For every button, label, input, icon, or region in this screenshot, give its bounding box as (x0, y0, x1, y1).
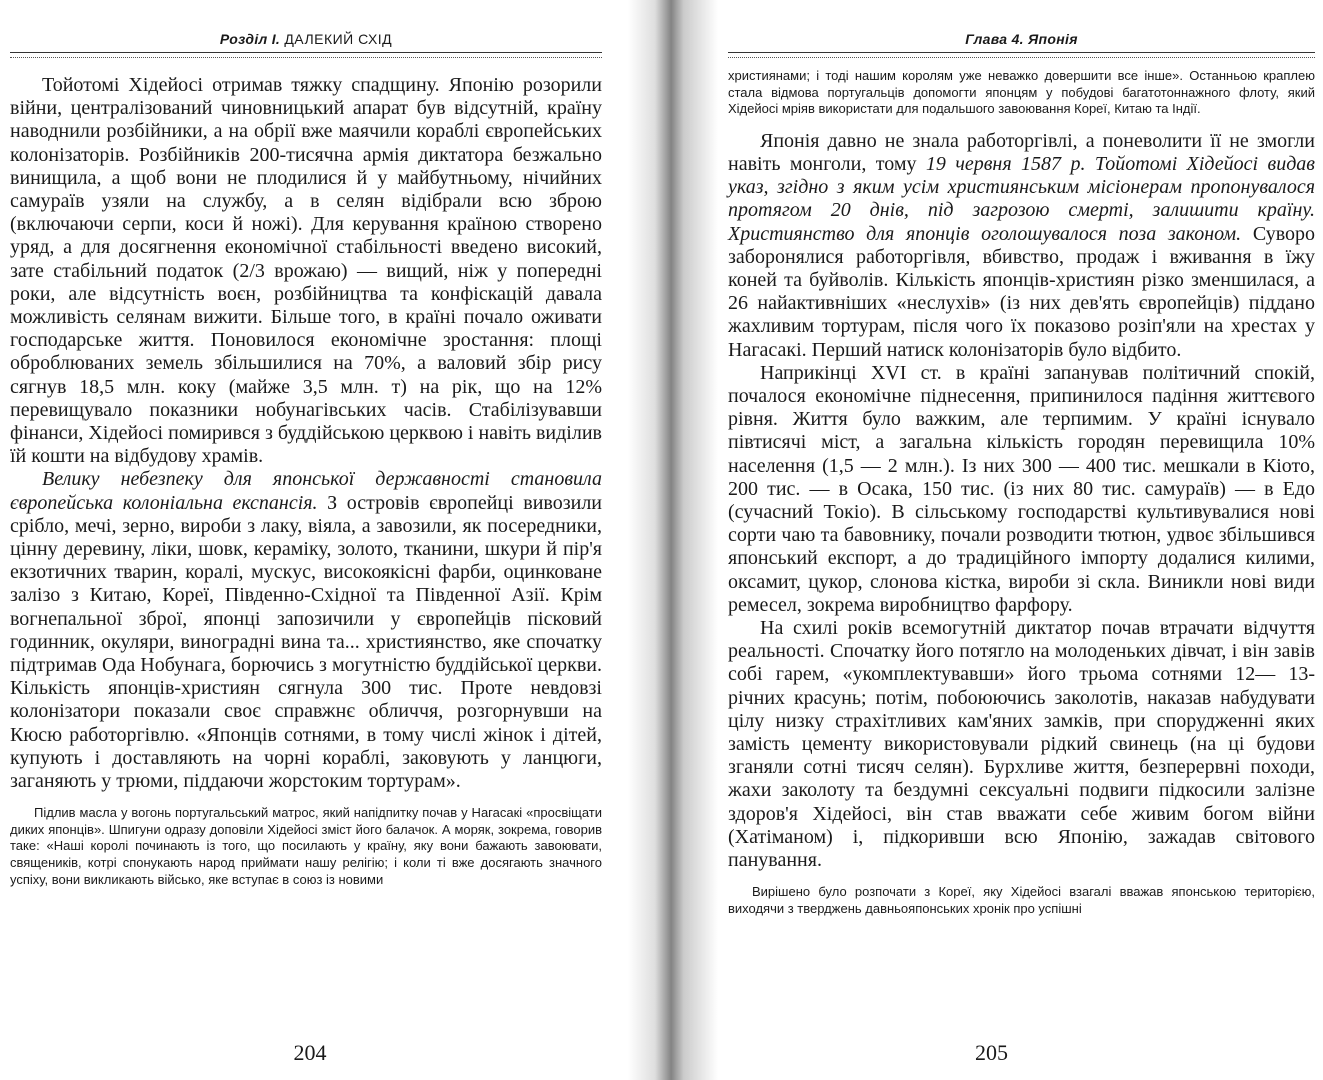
right-page (660, 0, 1323, 1080)
left-paragraph-2-rest: З островів європейці вивозили срібло, мечі, зерно, вироби з лаку, віяла, а завозили, як посередники, цінну деревину, ліки, шовк, кераміку, золото, тканини, шкури й пір'я екзотичних тварин, коралі, мускус, високоякісні фарби, оцинковане залізо з Китаю, Кореї, Південно-Східної та Південної Азії. Крім вогнепальної зброї, японці запозичили у європейців пісковий годинник, окуляри, виноградні вина та... християнство, яке спочатку підтримав Ода Нобунага, борючись з могутністю буддійської церкви. Кількість японців-християн сягнула 300 тис. Проте невдовзі колонізатори показали своє справжнє обличчя, розгорнувши на Кюсю работоргівлю. «Японців сотнями, в тому числі жінок і дітей, купують і доставляють на чорні кораблі, заковують у ланцюги, заганяють у трюми, піддаючи жорстоким тортурам». (10, 491, 602, 793)
left-header-rule (10, 52, 602, 58)
left-paragraph-2-italic: Велику небезпеку для японської державності становила європейська колоніальна експансія. (10, 468, 602, 514)
left-paragraph-1: Тойотомі Хідейосі отримав тяжку спадщину. Японію розорили війни, централізований чиновницький апарат був відсутній, країну наводнили розбійники, а на обрії вже маячили кораблі європейських колонізаторів. Розбійників 200-тисячна армія диктатора безжально винищила, а щоб вони не плодилися й у майбутньому, нічийних самураїв узяли на службу, а в селян відібрали всю зброю (включаючи серпи, коси й ножі). Для керування країною створено уряд, а для досягнення економічної стабільності введено високий, зате стабільний податок (2/3 врожаю) — вищий, ніж у попередні роки, але відсутність воєн, розбійництва та конфіскацій давала можливість селянам вижити. Більше того, в країні почало оживати господарське життя. Поновилося економічне зростання: площі оброблюваних земель збільшилися на 70%, а валовий збір рису сягнув 18,5 млн. коку (майже 3,5 млн. т) на рік, що на 12% перевищувало показники нобунагівських часів. Стабілізувавши фінанси, Хідейосі помирився з буддійською церквою і навіть виділив їй кошти на відбудову храмів. (10, 74, 602, 468)
left-running-header (10, 28, 602, 50)
left-footnote: Підлив масла у вогонь португальський матрос, який напідпитку почав у Нагасакі «просвіщати диких японців». Шпигуни одразу доповіли Хідейосі зміст його балачок. А моряк, зокрема, говорив таке: «Наші королі починають із того, що посилають у країну, яку вони бажають завоювати, священиків, котрі спонукають народ приймати нашу релігію; і коли ті вже досягають значного успіху, вони викликають військо, яке вступає в союз із новими (10, 805, 602, 887)
left-paragraph-2 (10, 468, 602, 793)
right-footnote-bottom: Вирішено було розпочати з Кореї, яку Хідейосі взагалі вважав японською територією, виходячи з тверджень давньояпонських хронік про успішні (728, 884, 1315, 916)
right-paragraph-2: Наприкінці XVI ст. в країні запанував політичний спокій, почалося економічне піднесення, припинилося падіння життєвого рівня. Життя було важким, але терпимим. У країні існувало півтисячі міст, а загальна кількість городян перевищила 10% населення (1,5 — 2 млн.). Із них 300 — 400 тис. мешкали в Кіото, 200 тис. — в Осака, 150 тис. (із них 80 тис. самураїв) — в Едо (сучасний Токіо). В сільському господарстві культивувалися нові сорти чаю та бавовнику, почали розводити тютюн, удвоє збільшився японський експорт, а до традиційного імпорту додалися килими, оксамит, цукор, слонова кістка, вироби зі скла. Виникли нові види ремесел, зокрема виробництво фарфору. (728, 361, 1315, 616)
right-paragraph-1-rest: Суворо заборонялися работоргівля, вбивство, продаж і вживання в їжу коней та буйволів. Кількість японців-християн різко зменшилася, а 26 найактивніших «неслухів» (із них дев'ять європейців) піддано жахливим тортурам, після чого їх показово розіп'яли на хрестах у Нагасакі. Перший натиск колонізаторів було відбито. (728, 222, 1315, 361)
left-page-number: 204 (293, 1040, 327, 1065)
left-page (0, 0, 640, 1080)
right-paragraph-1-start: Японія давно не знала работоргівлі, а поневолити її не змогли навіть монголи, тому (728, 129, 1315, 175)
right-paragraph-3: На схилі років всемогутній диктатор почав втрачати відчуття реальності. Спочатку його потягло на молоденьких дівчат, і він завів собі гарем, «укомплектувавши» його трьома сотнями 12— 13-річних красунь; потім, побоюючись заколотів, наказав набудувати цілу низку страхітливих кам'яних замків, при спорудженні яких замість цементу використовували рідкий свинець (на ці будови зганяли сотні тисяч селян). Бурхливе життя, безперервні походи, жахи заколоту та бездумні сексуальні подвиги підкосили залізне здоров'я Хідейосі, він став вважати себе живим богом війни (Хатіманом) і, підкоривши всю Японію, зажадав світового панування. (728, 617, 1315, 872)
right-header-rule (728, 52, 1315, 58)
right-paragraph-1-italic: 19 червня 1587 р. Тойотомі Хідейосі видав указ, згідно з яким усім християнським місіонерам пропонувалося протягом 20 днів, під загрозою смерті, залишити країну. Християнство для японців оголошувалося поза законом. (728, 152, 1315, 245)
right-footnote-top: християнами; і тоді нашим королям уже неважко довершити все інше». Останньою краплею стала відмова португальців допомогти японцям у побудові багатотоннажного флоту, який Хідейосі мріяв використати для подальшого завоювання Кореї, Китаю та Індії. (728, 68, 1315, 117)
left-header-prefix: Розділ І. (219, 31, 281, 47)
right-paragraph-1 (728, 130, 1315, 362)
right-page-number: 205 (975, 1040, 1008, 1065)
right-running-header: Глава 4. Японія (965, 31, 1078, 47)
left-header-title: ДАЛЕКИЙ СХІД (284, 31, 393, 47)
